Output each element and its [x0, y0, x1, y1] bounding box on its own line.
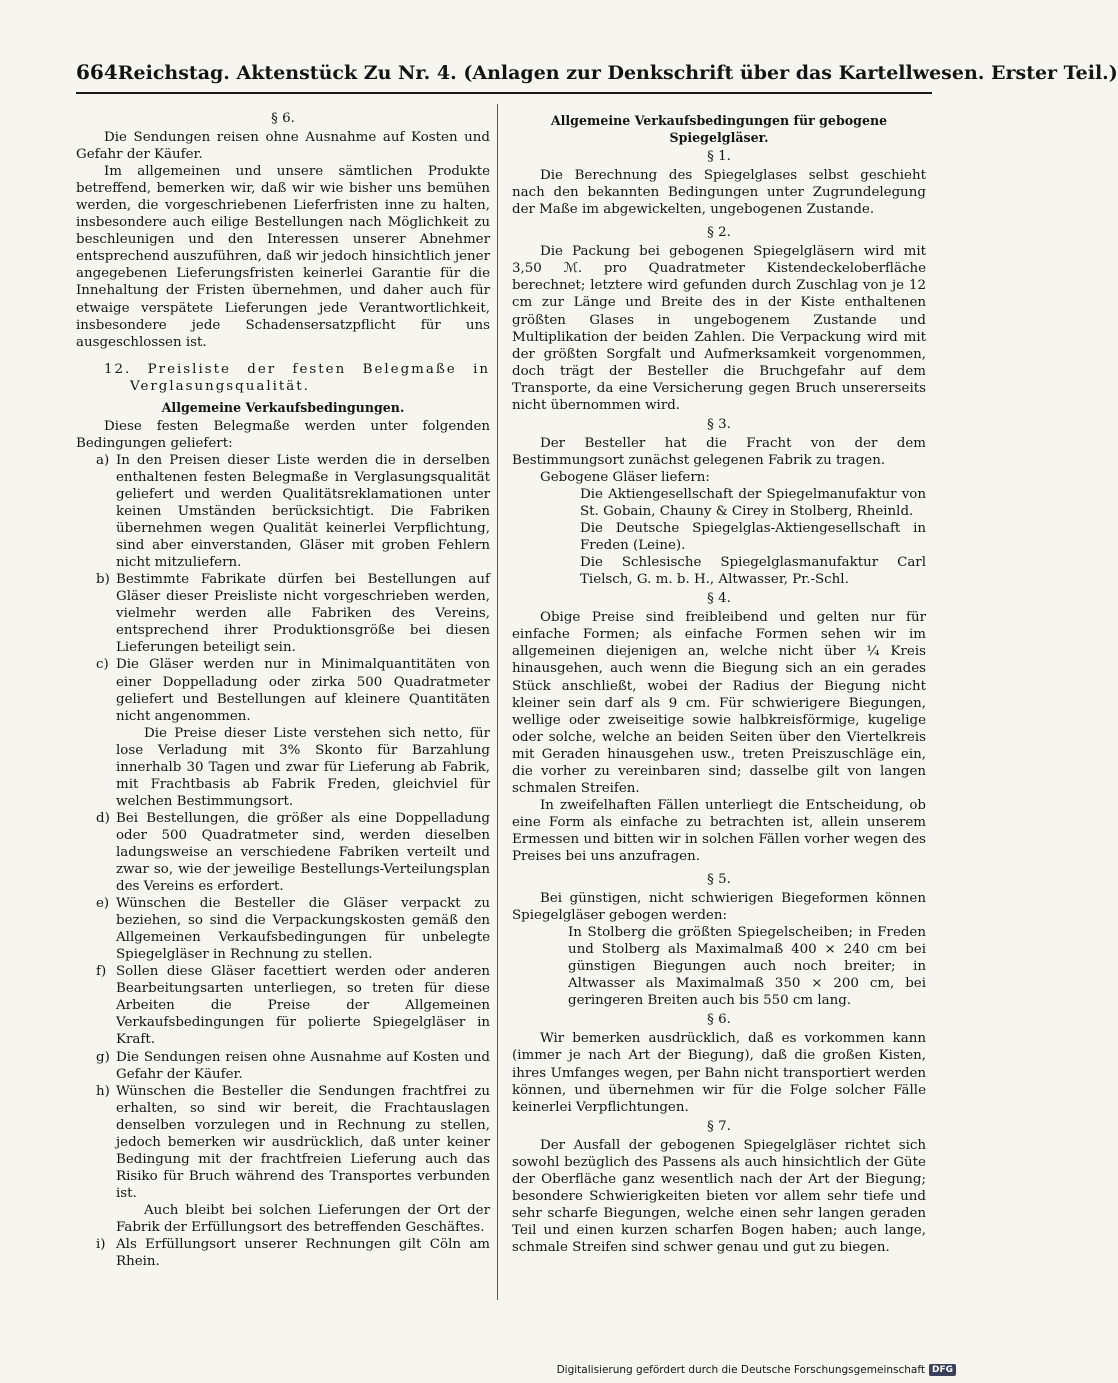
list-label: g): [96, 1049, 110, 1065]
list-item: [76, 810, 490, 895]
left-column: [76, 108, 490, 1270]
indented-block: Die Deutsche Spiegelglas-Aktiengesellschaft in Freden (Leine).: [580, 521, 926, 554]
list-label: d): [96, 810, 110, 826]
section-heading: § 2.: [707, 225, 731, 241]
list-item: [76, 656, 490, 724]
page-number: 664: [76, 60, 118, 84]
list-continuation: Auch bleibt bei solchen Lieferungen der Ort der Fabrik der Erfüllungsort des betreffenden Geschäftes.: [116, 1202, 490, 1235]
paragraph: Wir bemerken ausdrücklich, daß es vorkommen kann (immer je nach Art der Biegung), daß die großen Kisten, ihres Umfanges wegen, per Bahn nicht transportiert werden können, und übernehmen wir für die Folge solcher Fälle keinerlei Verpflichtungen.: [512, 1031, 926, 1115]
running-title: Reichstag. Aktenstück Zu Nr. 4. (Anlagen zur Denkschrift über das Kartellwesen. Erster Teil.): [117, 62, 1118, 84]
section-heading: § 7.: [707, 1118, 731, 1134]
column-divider: [497, 104, 498, 1300]
section-heading: § 6.: [271, 111, 295, 126]
paragraph: In zweifelhaften Fällen unterliegt die Entscheidung, ob eine Form als einfache zu betrachten ist, allein unserem Ermessen und bitten wir in solchen Fällen vorher wegen des Preises bei uns anzufragen.: [512, 797, 926, 864]
paragraph: Die Packung bei gebogenen Spiegelgläsern wird mit 3,50 ℳ. pro Quadratmeter Kistendeckeloberfläche berechnet; letztere wird gefunden durch Zuschlag von je 12 cm zur Länge und Breite des in der Kiste enthaltenen größten Glases in ungebogenem Zustande und Multiplikation der beiden Zahlen. Die Verpackung wird mit der größten Sorgfalt und Aufmerksamkeit vorgenommen, doch trägt der Besteller die Bruchgefahr auf dem Transporte, da eine Versicherung gegen Bruch unsererseits nicht übernommen wird.: [512, 244, 926, 413]
indented-block: Die Aktiengesellschaft der Spiegelmanufaktur von St. Gobain, Chauny & Cirey in Stolberg, Rheinld.: [580, 486, 926, 520]
list-continuation: Die Preise dieser Liste verstehen sich netto, für lose Verladung mit 3% Skonto für Barzahlung innerhalb 30 Tagen und zwar für Lieferung ab Fabrik, mit Frachtbasis ab Fabrik Freden, gleichviel für welchen Bestimmungsort.: [116, 725, 490, 809]
paragraph: Gebogene Gläser liefern:: [540, 469, 710, 485]
paragraph: Bei günstigen, nicht schwierigen Biegeformen können Spiegelgläser gebogen werden:: [512, 891, 926, 924]
list-text: Bestimmte Fabrikate dürfen bei Bestellungen auf Gläser dieser Preisliste nicht vorgeschrieben werden, vielmehr werden alle Fabriken des Vereins, entsprechend ihrer Produktionsgröße bei diesen Lieferungen beteiligt sein.: [116, 572, 490, 656]
list-item: [76, 963, 490, 1048]
section-heading: § 5.: [707, 872, 731, 888]
footer-text: Digitalisierung gefördert durch die Deutsche Forschungsgemeinschaft: [556, 1364, 925, 1376]
paragraph: Obige Preise sind freibleibend und gelten nur für einfache Formen; als einfache Formen sehen wir im allgemeinen diejenigen an, welche nicht über ¼ Kreis hinausgehen, auch wenn die Biegung sich an ein gerades Stück anschließt, wobei der Radius der Biegung nicht kleiner sein darf als 9 cm. Für schwierigere Biegungen, wellige oder zweiseitige sowie halbkreisförmige, kugelige oder solche, welche an beiden Seiten über den Viertelkreis mit Geraden hinausgehen usw., treten Preiszuschläge ein, die vorher zu vereinbaren sind; dasselbe gilt von langen schmalen Streifen.: [512, 610, 926, 796]
list-label: f): [96, 964, 107, 980]
list-label: c): [96, 657, 109, 673]
list-text: Sollen diese Gläser facettiert werden oder anderen Bearbeitungsarten unterliegen, so treten für diese Arbeiten die Preise der Allgemeinen Verkaufsbedingungen für polierte Spiegelgläser in Kraft.: [116, 964, 490, 1048]
list-label: b): [96, 572, 110, 588]
paragraph: Im allgemeinen und unsere sämtlichen Produkte betreffend, bemerken wir, daß wir wie bisher uns bemühen werden, die vorgeschriebenen Lieferfristen inne zu halten, insbesondere auch eilige Bestellungen nach Möglichkeit zu beschleunigen und den Interessen unserer Abnehmer entsprechend auszuführen, daß wir jedoch hinsichtlich jener angegebenen Lieferungsfristen keinerlei Garantie für die Innehaltung der Fristen übernehmen, und daher auch für etwaige verspätete Lieferungen jede Verantwortlichkeit, insbesondere jede Schadensersatzpflicht für uns ausgeschlossen ist.: [76, 164, 490, 350]
subheading: Allgemeine Verkaufsbedingungen für gebogene Spiegelgläser.: [550, 113, 888, 146]
section-heading: § 6.: [707, 1012, 731, 1028]
list-item: [76, 1083, 490, 1202]
list-item: [76, 895, 490, 963]
list-item: [76, 571, 490, 656]
numbered-heading: 12. Preisliste der festen Belegmaße in Verglasungsqualität.: [104, 361, 490, 394]
dfg-logo-icon: DFG: [929, 1364, 956, 1376]
list-text: Als Erfüllungsort unserer Rechnungen gilt Cöln am Rhein.: [116, 1237, 490, 1270]
list-label: e): [96, 896, 110, 912]
indented-block: In Stolberg die größten Spiegelscheiben; in Freden und Stolberg als Maximalmaß 400 × 240 cm bei günstigen Biegungen auch noch breiter; in Altwasser als Maximalmaß 350 × 200 cm, bei geringeren Breiten auch bis 550 cm lang.: [568, 925, 926, 1009]
list-item: [76, 1236, 490, 1270]
list-label: h): [96, 1083, 110, 1099]
paragraph: Diese festen Belegmaße werden unter folgenden Bedingungen geliefert:: [76, 418, 490, 451]
subheading: Allgemeine Verkaufsbedingungen.: [161, 399, 405, 415]
list-text: Wünschen die Besteller die Sendungen frachtfrei zu erhalten, so sind wir bereit, die Frachtauslagen denselben vorzulegen und in Rechnung zu stellen, jedoch bemerken wir ausdrücklich, daß unter keiner Bedingung mit der frachtfreien Lieferung auch das Risiko für Bruch während des Transportes verbunden ist.: [116, 1083, 490, 1201]
paragraph: Der Besteller hat die Fracht von der dem Bestimmungsort zunächst gelegenen Fabrik zu tragen.: [512, 435, 926, 468]
header-rule: [76, 92, 932, 94]
paragraph: Die Berechnung des Spiegelglases selbst geschieht nach den bekannten Bedingungen unter Zugrundelegung der Maße im abgewickelten, ungebogenen Zustande.: [512, 168, 926, 218]
right-column: [512, 108, 926, 1256]
list-text: In den Preisen dieser Liste werden die in derselben enthaltenen festen Belegmaße in Verglasungsqualität geliefert und werden Qualitätsreklamationen unter keinen Umständen berücksichtigt. Die Fabriken übernehmen wegen Qualität keinerlei Verpflichtung, sind aber einverstanden, Gläser mit groben Fehlern nicht mitzuliefern.: [116, 452, 490, 571]
list-item: [76, 452, 490, 571]
list-label: i): [96, 1237, 106, 1253]
list-text: Die Sendungen reisen ohne Ausnahme auf Kosten und Gefahr der Käufer.: [116, 1049, 490, 1082]
indented-block: Die Schlesische Spiegelglasmanufaktur Carl Tielsch, G. m. b. H., Altwasser, Pr.-Schl.: [580, 555, 926, 588]
paragraph: Die Sendungen reisen ohne Ausnahme auf Kosten und Gefahr der Käufer.: [76, 130, 490, 163]
section-heading: § 3.: [707, 416, 731, 432]
list-label: a): [96, 452, 110, 468]
list-text: Wünschen die Besteller die Gläser verpackt zu beziehen, so sind die Verpackungskosten gemäß den Allgemeinen Verkaufsbedingungen für unbelegte Spiegelgläser in Rechnung zu stellen.: [116, 896, 490, 963]
page-header: [76, 60, 1118, 90]
paragraph: Der Ausfall der gebogenen Spiegelgläser richtet sich sowohl bezüglich des Passens als auch hinsichtlich der Güte der Oberfläche ganz wesentlich nach der Art der Biegung; besondere Schwierigkeiten bieten vor allem sehr tiefe und sehr scharfe Biegungen, welche einen sehr langen geraden Teil und einen kurzen scharfen Bogen haben; auch lange, schmale Streifen sind schwer genau und gut zu biegen.: [512, 1137, 926, 1255]
list-text: Bei Bestellungen, die größer als eine Doppelladung oder 500 Quadratmeter sind, werden dieselben ladungsweise an verschiedene Fabriken verteilt und zwar so, wie der jeweilige Bestellungs-Verteilungsplan des Vereins es erfordert.: [116, 810, 490, 895]
list-text: Die Gläser werden nur in Minimalquantitäten von einer Doppelladung oder zirka 500 Quadratmeter geliefert und Bestellungen auf kleinere Quantitäten nicht angenommen.: [116, 657, 490, 724]
footer: [557, 1364, 956, 1376]
section-heading: § 1.: [707, 149, 731, 165]
list-item: [76, 1049, 490, 1083]
section-heading: § 4.: [707, 591, 731, 607]
